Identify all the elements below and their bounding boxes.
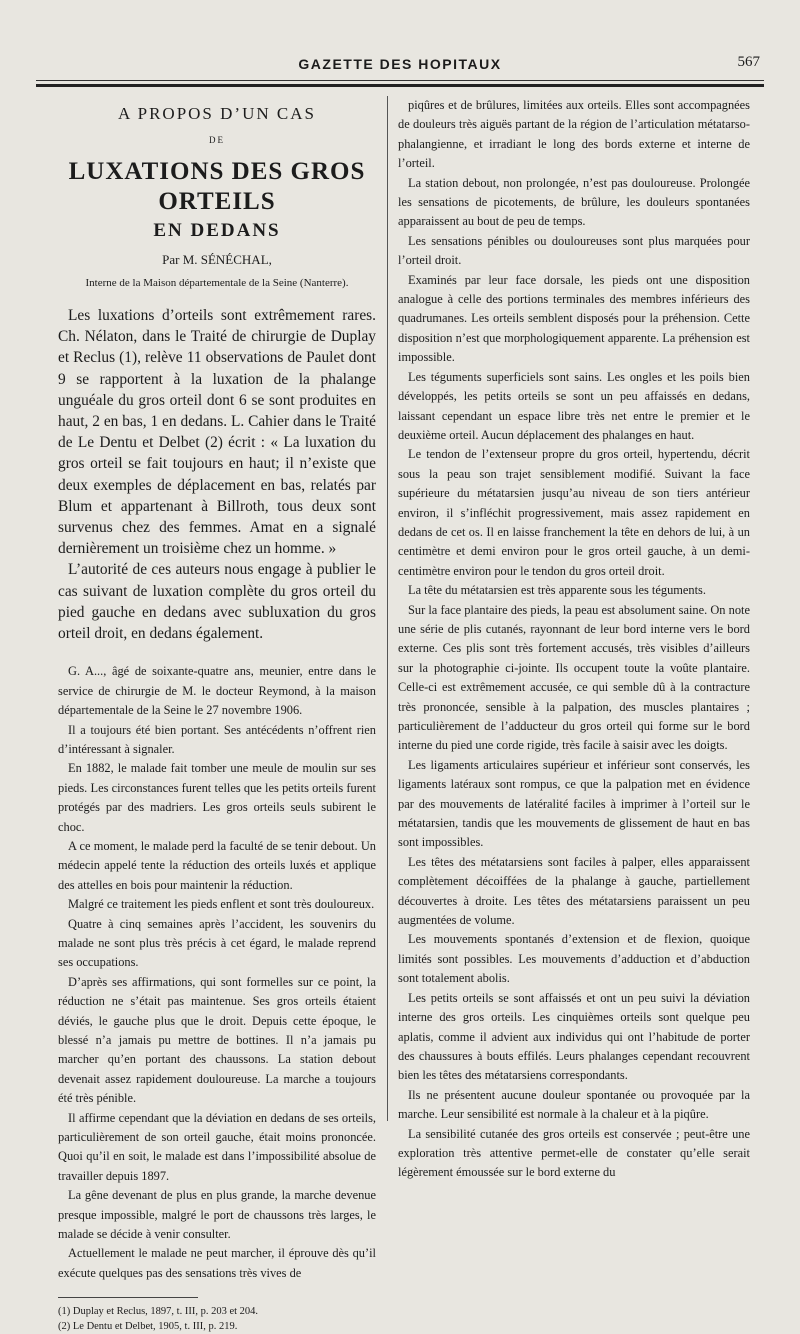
intro-paragraph: L’autorité de ces auteurs nous engage à publier le cas suivant de luxation complète du gros orteil du pied gauche en dedans avec subluxation du gros orteil droit, en dedans également. [58, 561, 376, 643]
body-paragraph: Les ligaments articulaires supérieur et inférieur sont conservés, les ligaments latéraux sont rompus, ce que la palpation met en évidence par des mouvements de latéralité faciles à imprimer à l’orteil sur le métatarsien, tandis que les mouvements de glissement de haut en bas sont impossibles. [398, 757, 750, 850]
body-paragraph: Le tendon de l’extenseur propre du gros orteil, hypertendu, décrit sous la peau son trajet sensiblement modifié. Suivant la face supérieure du métatarsien jusqu’au niveau de son tiers antérieur environ, il s’infléchit progressivement, mais assez rapidement en dedans de cet os. Il en laisse franchement la tête en dehors de lui, à un centimètre et demi environ pour le gros orteil gauche, à un demi-centimètre environ pour le tendon du gros orteil droit. [398, 447, 750, 578]
page-number: 567 [737, 54, 760, 70]
body-paragraph: Il a toujours été bien portant. Ses antécédents n’offrent rien d’intéressant à signaler. [58, 722, 376, 756]
body-paragraph: Les téguments superficiels sont sains. Les ongles et les poils bien développés, les petits orteils se sont un peu affaissés en dedans, laissant cependant un espace libre très net entre le premier et le deuxième orteil. Aucun déplacement des phalanges en haut. [398, 369, 750, 442]
article-author: Par M. SÉNÉCHAL, [162, 252, 272, 268]
body-paragraph: La tête du métatarsien est très apparente sous les téguments. [408, 583, 706, 598]
body-paragraph: Sur la face plantaire des pieds, la peau est absolument saine. On note une série de plis cutanés, rayonnant de leur bord interne vers le bord externe. Ces plis sont très fortement accusés, très visibles d’ailleurs sur la photographie ci-jointe. Ils occupent toute la voûte plantaire. Celle-ci est extrêmement accusée, ce qui semble dû à la contracture très prononcée, sensible à la palpation, des muscles plantaires ; particulièrement de l’adducteur du gros orteil qui forme sur le bord interne du pied une corde rigide, très facile à saisir avec les doigts. [398, 602, 750, 753]
article-intro [58, 305, 376, 644]
header-rule-top [36, 80, 764, 81]
right-column [398, 96, 750, 1183]
body-paragraph: Il affirme cependant que la déviation en dedans de ses orteils, particulièrement de son orteil gauche, était moins prononcée. Quoi qu’il en soit, le malade est dans l’impossibilité absolue de travailler depuis 1897. [58, 1110, 376, 1183]
body-paragraph: Examinés par leur face dorsale, les pieds ont une disposition analogue à celle des portions terminales des membres inférieurs des quadrumanes. Les orteils semblent disposés pour la préhension. Cette disposition n’est que morphologiquement apparente. La préhension est impossible. [398, 272, 750, 365]
footnote: (1) Duplay et Reclus, 1897, t. III, p. 203 et 204. [58, 1306, 259, 1318]
body-paragraph: Les petits orteils se sont affaissés et ont un peu suivi la déviation interne des gros orteils. Les cinquièmes orteils sont quelque peu aplatis, comme il advient aux individus qui ont l’habitude de porter des chaussures à bouts effilés. Leurs phalanges cependant recouvrent bien les têtes des métatarsiens correspondants. [398, 990, 750, 1083]
intro-paragraph: Les luxations d’orteils sont extrêmement rares. Ch. Nélaton, dans le Traité de chirurgie de Duplay et Reclus (1), relève 11 observations de Paulet dont 9 se rapportent à la luxation de la phalange unguéale du gros orteil dont 6 se sont produites en haut, 2 en bas, 1 en dedans. L. Cahier dans le Traité de Le Dentu et Delbet (2) écrit : « La luxation du gros orteil se fait toujours en haut; il n’existe que deux exemples de déplacement en bas, relatés par Blum et appartenant à Billroth, tous deux sont survenus chez des femmes. Amat en a signalé dernièrement un troisième chez un homme. » [58, 307, 376, 558]
body-paragraph: piqûres et de brûlures, limitées aux orteils. Elles sont accompagnées de douleurs très aiguës partant de la région de l’articulation métatarso-phalangienne, et irradiant le long des bords externe et interne de l’orteil. [398, 98, 750, 171]
header-rule-thick [36, 84, 764, 87]
body-paragraph: Malgré ce traitement les pieds enflent et sont très douloureux. [68, 897, 375, 912]
body-paragraph: G. A..., âgé de soixante-quatre ans, meunier, entre dans le service de chirurgie de M. le docteur Reymond, à la maison départementale de la Seine le 27 novembre 1906. [58, 664, 376, 718]
body-paragraph: La station debout, non prolongée, n’est pas douloureuse. Prolongée les sensations de picotements, de brûlure, les douleurs spontanées apparaissent au bout de peu de temps. [398, 175, 750, 229]
body-paragraph: Actuellement le malade ne peut marcher, il éprouve dès qu’il exécute quelques pas des sensations très vives de [58, 1246, 376, 1280]
footnotes [58, 1304, 376, 1334]
footnote-rule [58, 1297, 198, 1298]
column-divider [387, 96, 388, 1121]
body-paragraph: A ce moment, le malade perd la faculté de se tenir debout. Un médecin appelé tente la réduction des orteils luxés et applique des attelles en bois pour maintenir la réduction. [58, 838, 376, 892]
body-paragraph: En 1882, le malade fait tomber une meule de moulin sur ses pieds. Les circonstances furent telles que les petits orteils furent protégés par des madriers. Les gros orteils seuls subirent le choc. [58, 761, 376, 834]
author-affiliation: Interne de la Maison départementale de la Seine (Nanterre). [85, 276, 349, 289]
body-paragraph: La sensibilité cutanée des gros orteils est conservée ; peut-être une exploration très attentive permet-elle de constater qu’elle serait légèrement émoussée sur le bord externe du [398, 1126, 750, 1180]
article-heading [58, 104, 376, 293]
body-paragraph: Quatre à cinq semaines après l’accident, les souvenirs du malade ne sont plus très précis à cet égard, le malade reprend ses occupations. [58, 916, 376, 970]
running-title: GAZETTE DES HOPITAUX [298, 56, 502, 72]
body-paragraph: Les mouvements spontanés d’extension et de flexion, quoique limités sont possibles. Les mouvements d’adduction et d’abduction sont totalement abolis. [398, 932, 750, 986]
footnote: (2) Le Dentu et Delbet, 1905, t. III, p. 219. [58, 1321, 238, 1333]
article-de: DE [209, 135, 225, 146]
body-paragraph: La gêne devenant de plus en plus grande, la marche devenue presque impossible, malgré le port de chaussons très larges, le malade se décide à venir consulter. [58, 1188, 376, 1242]
case-report-left [58, 662, 376, 1283]
article-subtitle: EN DEDANS [153, 219, 281, 241]
article-kicker: A PROPOS D’UN CAS [118, 104, 316, 123]
left-column [58, 96, 376, 1334]
body-paragraph: Ils ne présentent aucune douleur spontanée ou provoquée par la marche. Leur sensibilité est normale à la chaleur et à la piqûre. [398, 1087, 750, 1122]
article-title: LUXATIONS DES GROS ORTEILS [68, 157, 366, 215]
body-paragraph: D’après ses affirmations, qui sont formelles sur ce point, la réduction ne s’était pas maintenue. Ses gros orteils étaient déviés, le gauche plus que le droit. Depuis cette époque, le blessé n’a jamais pu mettre de bottines. Il n’a jamais pu marcher qu’en portant des chaussons. La station debout devenait assez rapidement douloureuse. La marche a toujours été très pénible. [58, 974, 376, 1106]
page-header [36, 52, 764, 82]
body-paragraph: Les sensations pénibles ou douloureuses sont plus marquées pour l’orteil droit. [398, 233, 750, 268]
body-paragraph: Les têtes des métatarsiens sont faciles à palper, elles apparaissent complètement décoiffées de la phalange à gauche, partiellement découvertes à droite. Les têtes des métatarsiens paraissent un peu augmentées de volume. [398, 854, 750, 928]
